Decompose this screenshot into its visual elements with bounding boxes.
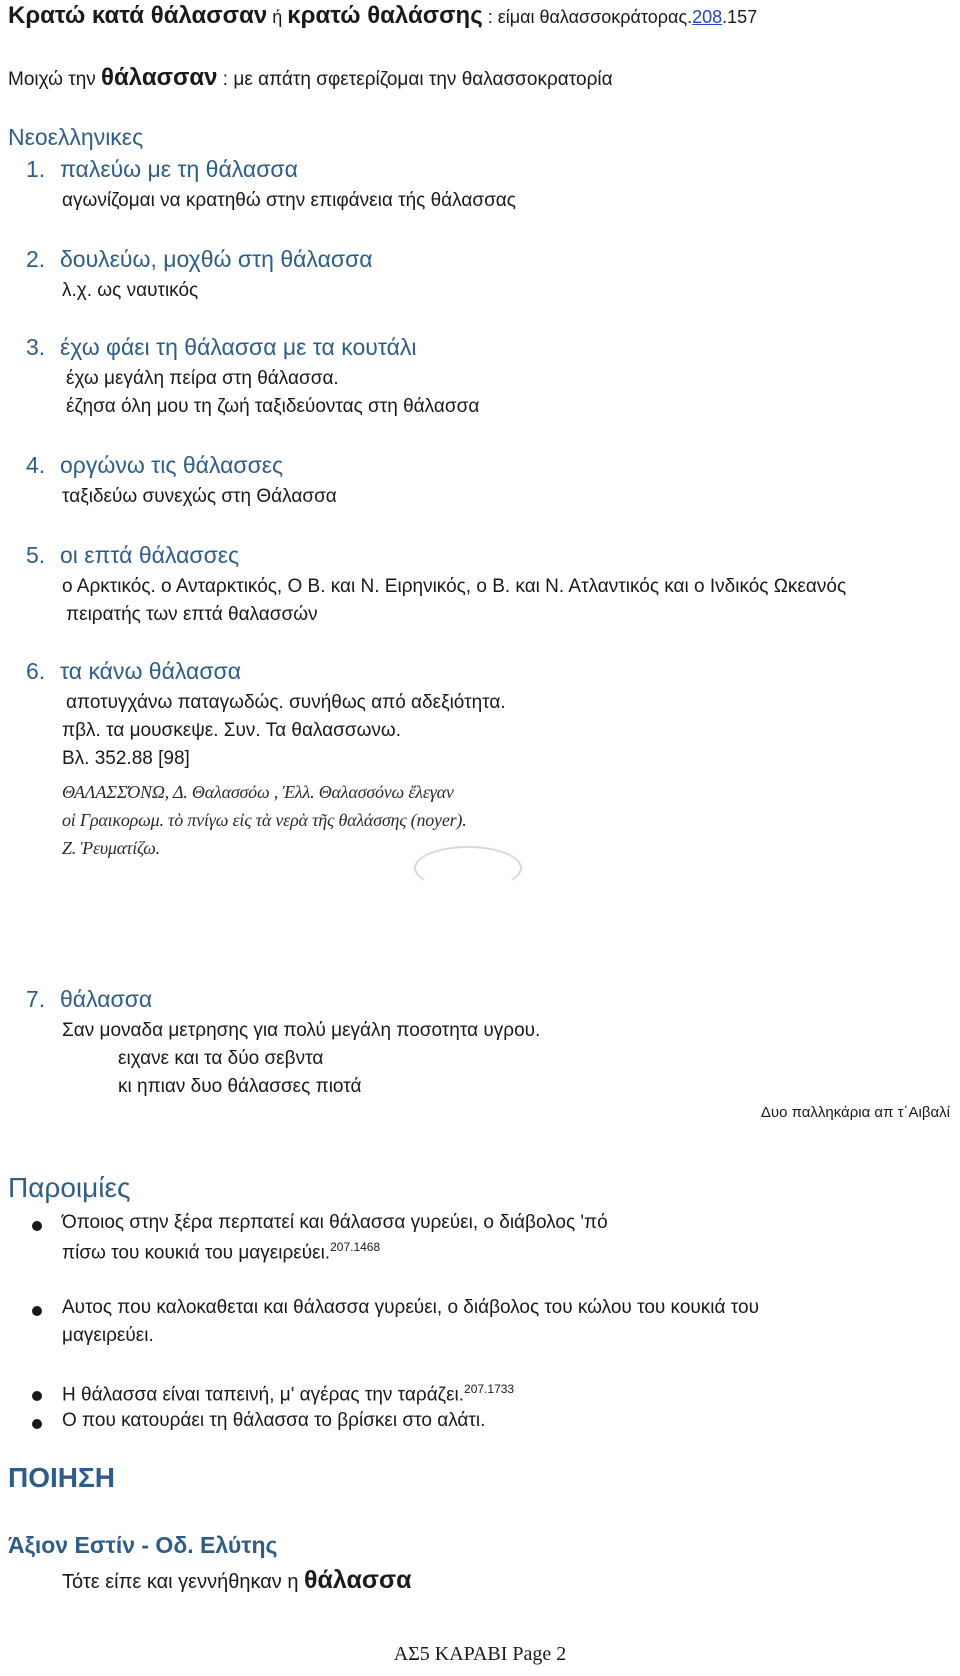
proverb-text: πίσω του κουκιά του μαγειρεύει. [62,1242,331,1264]
proverb-line: Όποιος στην ξέρα περπατεί και θάλασσα γυρεύει, ο διάβολος 'πό [62,1212,608,1233]
item-number: 6. [26,658,46,684]
poem-title: Άξιον Εστίν - Οδ. Ελύτης [8,1532,278,1558]
poem-text: Τότε είπε και γεννήθηκαν η [62,1571,305,1593]
header-line [8,2,757,30]
section-title-proverbs: Παροιμίες [8,1172,131,1203]
item-desc: ταξιδεύω συνεχώς στη Θάλασσα [62,486,337,507]
item-title [26,542,239,569]
item-heading: παλεύω με τη θάλασσα [60,156,298,182]
proverb-line: Ο που κατουράει τη θάλασσα το βρίσκει στο αλάτι. [62,1410,486,1431]
header-meaning: : είμαι θαλασσοκράτορας. [482,7,693,27]
item-desc: ειχανε και τα δύο σεβντα [118,1048,324,1069]
scan-line: ΘΑΛΑΣΣΌΝΩ, Δ. Θαλασσόω , Ἑλλ. Θαλασσόνω ἔλεγαν [62,782,454,802]
phrase-1: Κρατώ κατά θάλασσαν [8,2,268,29]
scanned-dictionary-excerpt [62,778,492,870]
item-desc: αγωνίζομαι να κρατηθώ στην επιφάνεια τής θάλασσας [62,190,516,211]
item-number: 4. [26,452,46,478]
page-footer: ΑΣ5 ΚΑΡΑΒΙ Page 2 [393,1643,567,1665]
item-heading: θάλασσα [60,986,153,1012]
line2-word: θάλασσαν [101,64,218,91]
bullet-icon [32,1306,42,1316]
or-word: ή [267,7,288,27]
line2-prefix: Μοιχώ την [8,69,102,90]
item-number: 3. [26,334,46,360]
section-title-neoellinikes: Νεοελληνικες [8,124,144,150]
definition-line [8,64,613,92]
item-title [26,334,417,361]
phrase-2: κρατώ θαλάσσης [287,2,483,29]
item-title [26,452,283,479]
item-number: 1. [26,156,46,182]
item-heading: οργώνω τις θάλασσες [60,452,284,478]
reference-link[interactable]: 208 [692,7,723,27]
item-desc: αποτυγχάνω παταγωδώς. συνήθως από αδεξιότητα. [66,692,506,713]
item-number: 7. [26,986,46,1012]
bullet-icon [32,1221,42,1231]
item-desc: Βλ. 352.88 [98] [62,748,190,769]
stamp-mark [414,846,522,890]
proverb-line: Αυτος που καλοκαθεται και θάλασσα γυρεύει, ο διάβολος του κώλου του κουκιά του [62,1297,759,1318]
item-desc: έζησα όλη μου τη ζωή ταξιδεύοντας στη θάλασσα [66,396,480,417]
item-desc: πβλ. τα μουσκεψε. Συν. Τα θαλασσωνω. [62,720,402,741]
bullet-icon [32,1419,42,1429]
poem-line [62,1566,411,1595]
item-number: 2. [26,246,46,272]
scan-line: Ζ. Ῥευματίζω. [62,838,160,858]
item-title [26,246,373,273]
scan-line: οἱ Γραικορωμ. τὸ πνίγω εἰς τὰ νερὰ τῆς θαλάσσης (noyer). [62,810,467,830]
proverb-line [62,1240,380,1264]
proverb-line: μαγειρεύει. [62,1325,154,1346]
section-title-poetry: ΠΟΙΗΣΗ [8,1462,116,1493]
item-desc: ο Αρκτικός. ο Ανταρκτικός, Ο Β. και Ν. Ειρηνικός, ο Β. και Ν. Ατλαντικός και ο Ινδικός Ωκεανός [62,576,847,597]
proverb-line [62,1382,514,1406]
item-desc: Σαν μοναδα μετρησης για πολύ μεγάλη ποσοτητα υγρου. [62,1020,541,1041]
item-heading: δουλεύω, μοχθώ στη θάλασσα [60,246,373,272]
proverb-text: Η θάλασσα είναι ταπεινή, μ' αγέρας την ταράζει. [62,1384,465,1406]
item-heading: τα κάνω θάλασσα [60,658,242,684]
item-desc: λ.χ. ως ναυτικός [62,280,199,301]
poem-word: θάλασσα [304,1566,412,1594]
item-desc: πειρατής των επτά θαλασσών [66,604,318,625]
line2-meaning: : με απάτη σφετερίζομαι την θαλασσοκρατορία [217,69,613,90]
item-title [26,986,152,1013]
item-title [26,156,298,183]
item-number: 5. [26,542,46,568]
proverb-reference: 207.1733 [464,1382,515,1396]
reference-suffix: .157 [722,7,758,27]
item-title [26,658,241,685]
attribution: Δυο παλληκάρια απ τ΄Αιβαλί [760,1104,950,1121]
bullet-icon [32,1391,42,1401]
item-heading: οι επτά θάλασσες [60,542,240,568]
item-heading: έχω φάει τη θάλασσα με τα κουτάλι [60,334,417,360]
item-desc: έχω μεγάλη πείρα στη θάλασσα. [66,368,339,389]
proverb-reference: 207.1468 [330,1240,381,1254]
item-desc: κι ηπιαν δυο θάλασσες πιοτά [118,1076,362,1097]
